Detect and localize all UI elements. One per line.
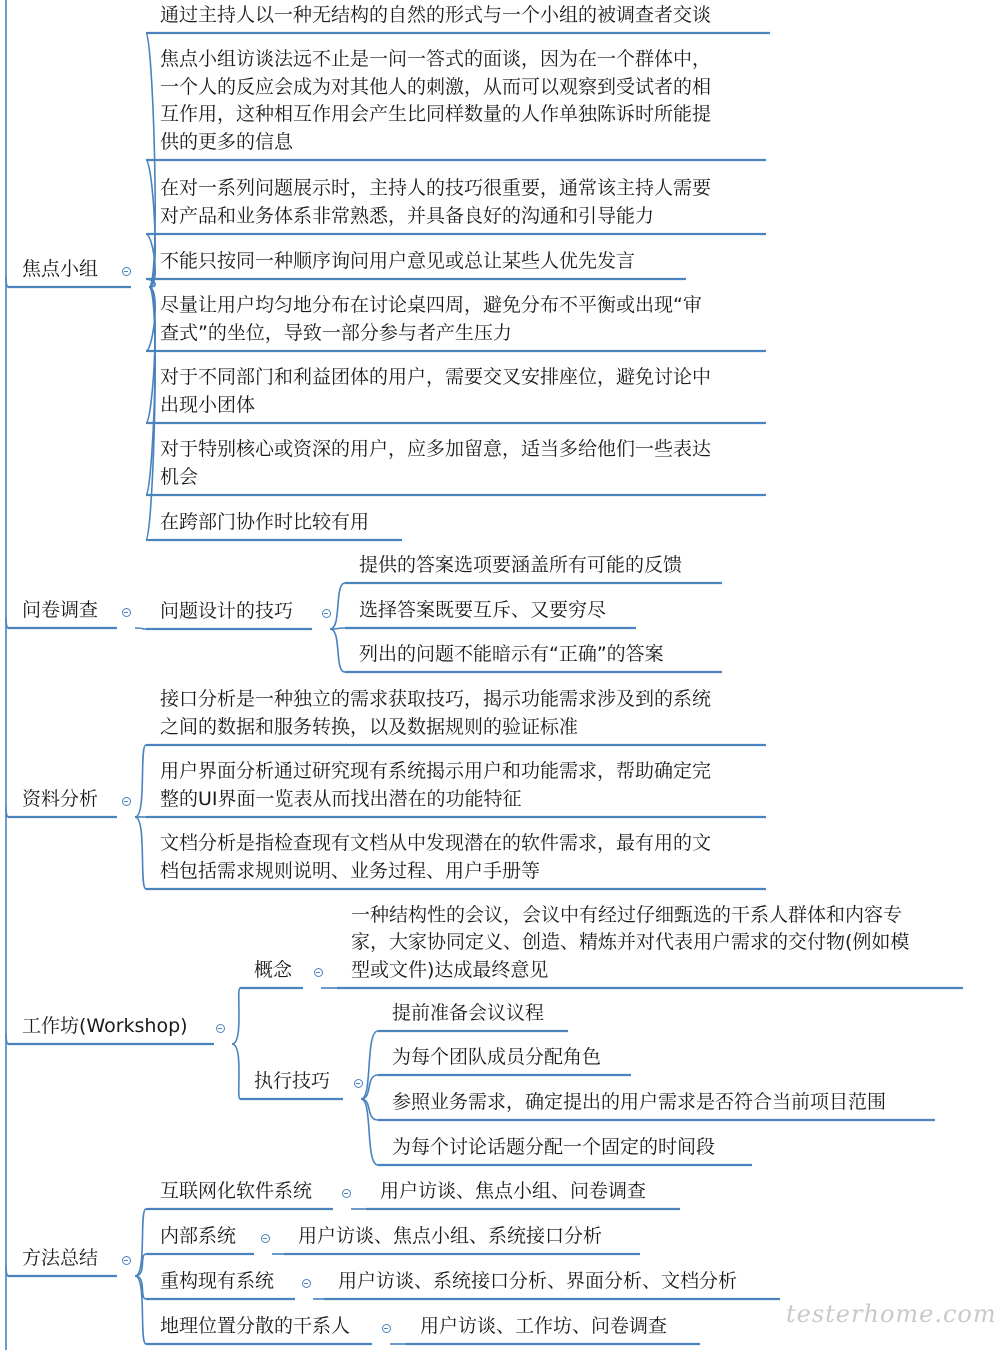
- node-text-line: 内部系统: [160, 1224, 237, 1247]
- topic-1-0[interactable]: [160, 598, 293, 626]
- node-text-line: 在跨部门协作时比较有用: [160, 510, 370, 533]
- node-text-line: 方法总结: [22, 1246, 99, 1269]
- collapse-toggle-icon[interactable]: [261, 1234, 270, 1243]
- node-text-line: 为每个讨论话题分配一个固定的时间段: [392, 1135, 716, 1158]
- branch-0[interactable]: [22, 256, 98, 284]
- branch-2[interactable]: [22, 786, 98, 814]
- branch-4[interactable]: [22, 1245, 98, 1273]
- topic-3-1[interactable]: [254, 1068, 330, 1096]
- subtopic-3-1-0[interactable]: [392, 1000, 544, 1028]
- node-text-line: 文档分析是指检查现有文档从中发现潜在的软件需求，最有用的文: [160, 832, 712, 854]
- topic-0-3[interactable]: [160, 248, 635, 276]
- subtopic-4-3-0[interactable]: [420, 1313, 667, 1341]
- node-text-line: 不能只按同一种顺序询问用户意见或总让某些人优先发言: [160, 249, 636, 272]
- topic-0-2[interactable]: [160, 175, 711, 230]
- subtopic-3-1-1[interactable]: [392, 1044, 601, 1072]
- subtopic-3-0-0[interactable]: [351, 902, 909, 985]
- branch-1[interactable]: [22, 597, 98, 625]
- node-text-line: 执行技巧: [254, 1069, 331, 1092]
- collapse-toggle-icon[interactable]: [382, 1324, 391, 1333]
- node-text-line: 用户访谈、焦点小组、系统接口分析: [298, 1224, 603, 1247]
- node-text-line: 用户访谈、系统接口分析、界面分析、文档分析: [338, 1269, 738, 1292]
- node-text-line: 为每个团队成员分配角色: [392, 1045, 602, 1068]
- node-text-line: 提供的答案选项要涵盖所有可能的反馈: [359, 553, 683, 576]
- collapse-toggle-icon[interactable]: [342, 1189, 351, 1198]
- node-text-line: 列出的问题不能暗示有“正确”的答案: [359, 642, 664, 665]
- node-text-line: 提前准备会议议程: [392, 1001, 545, 1024]
- node-text-line: 参照业务需求，确定提出的用户需求是否符合当前项目范围: [392, 1090, 887, 1113]
- watermark: testerhome.com: [786, 1300, 997, 1328]
- topic-4-0[interactable]: [160, 1178, 312, 1206]
- node-text-line: 重构现有系统: [160, 1269, 275, 1292]
- node-text-line: 问题设计的技巧: [160, 599, 294, 622]
- subtopic-1-0-2[interactable]: [359, 641, 664, 669]
- topic-0-0[interactable]: [160, 2, 711, 30]
- node-text-line: 对于不同部门和利益团体的用户，需要交叉安排座位，避免讨论中: [160, 366, 712, 388]
- node-text-line: 一种结构性的会议，会议中有经过仔细甄选的干系人群体和内容专: [351, 903, 903, 926]
- subtopic-3-1-3[interactable]: [392, 1134, 715, 1162]
- topic-2-0[interactable]: [160, 686, 711, 741]
- node-text-line: 对于特别核心或资深的用户，应多加留意，适当多给他们一些表达: [160, 438, 712, 460]
- topic-0-4[interactable]: [160, 292, 702, 347]
- node-text-line: 概念: [254, 958, 293, 981]
- topic-2-1[interactable]: [160, 758, 711, 813]
- branch-3[interactable]: [22, 1013, 188, 1041]
- topic-4-2[interactable]: [160, 1268, 274, 1296]
- node-text-line: 地理位置分散的干系人: [160, 1314, 351, 1337]
- subtopic-4-0-0[interactable]: [380, 1178, 646, 1206]
- topic-4-1[interactable]: [160, 1223, 236, 1251]
- subtopic-3-1-2[interactable]: [392, 1089, 886, 1117]
- subtopic-1-0-1[interactable]: [359, 597, 606, 625]
- collapse-toggle-icon[interactable]: [314, 968, 323, 977]
- topic-0-6[interactable]: [160, 436, 711, 491]
- collapse-toggle-icon[interactable]: [216, 1024, 225, 1033]
- node-text-line: 出现小团体: [160, 393, 256, 416]
- node-text-line: 问卷调查: [22, 598, 99, 621]
- node-text-line: 选择答案既要互斥、又要穷尽: [359, 598, 607, 621]
- subtopic-1-0-0[interactable]: [359, 552, 682, 580]
- subtopic-4-2-0[interactable]: [338, 1268, 737, 1296]
- node-text-line: 查式”的坐位，导致一部分参与者产生压力: [160, 321, 512, 344]
- node-text-line: 焦点小组访谈法远不止是一问一答式的面谈，因为在一个群体中，: [160, 48, 712, 70]
- node-text-line: 在对一系列问题展示时，主持人的技巧很重要，通常该主持人需要: [160, 177, 712, 199]
- node-text-line: 对产品和业务体系非常熟悉，并具备良好的沟通和引导能力: [160, 204, 655, 227]
- collapse-toggle-icon[interactable]: [322, 609, 331, 618]
- topic-2-2[interactable]: [160, 830, 711, 885]
- node-text-line: 用户访谈、焦点小组、问卷调查: [380, 1179, 647, 1202]
- collapse-toggle-icon[interactable]: [354, 1079, 363, 1088]
- node-text-line: 档包括需求规则说明、业务过程、用户手册等: [160, 859, 541, 882]
- node-text-line: 之间的数据和服务转换，以及数据规则的验证标准: [160, 715, 579, 738]
- node-text-line: 用户界面分析通过研究现有系统揭示用户和功能需求，帮助确定完: [160, 760, 712, 782]
- topic-0-5[interactable]: [160, 364, 711, 419]
- node-text-line: 接口分析是一种独立的需求获取技巧，揭示功能需求涉及到的系统: [160, 688, 712, 710]
- node-text-line: 整的UI界面一览表从而找出潜在的功能特征: [160, 787, 522, 810]
- topic-0-7[interactable]: [160, 509, 369, 537]
- node-text-line: 互作用，这种相互作用会产生比同样数量的人作单独陈诉时所能提: [160, 103, 712, 125]
- collapse-toggle-icon[interactable]: [122, 797, 131, 806]
- node-text-line: 型或文件)达成最终意见: [351, 958, 549, 981]
- node-text-line: 一个人的反应会成为对其他人的刺激，从而可以观察到受试者的相: [160, 75, 712, 98]
- collapse-toggle-icon[interactable]: [122, 1256, 131, 1265]
- topic-0-1[interactable]: [160, 46, 711, 156]
- node-text-line: 家，大家协同定义、创造、精炼并对代表用户需求的交付物(例如模: [351, 931, 910, 953]
- topic-3-0[interactable]: [254, 957, 292, 985]
- subtopic-4-1-0[interactable]: [298, 1223, 602, 1251]
- collapse-toggle-icon[interactable]: [302, 1279, 311, 1288]
- node-text-line: 供的更多的信息: [160, 130, 294, 153]
- node-text-line: 焦点小组: [22, 257, 99, 280]
- node-text-line: 机会: [160, 465, 199, 488]
- node-text-line: 互联网化软件系统: [160, 1179, 313, 1202]
- collapse-toggle-icon[interactable]: [122, 267, 131, 276]
- node-text-line: 尽量让用户均匀地分布在讨论桌四周，避免分布不平衡或出现“审: [160, 294, 702, 316]
- collapse-toggle-icon[interactable]: [122, 608, 131, 617]
- node-text-line: 资料分析: [22, 787, 99, 810]
- topic-4-3[interactable]: [160, 1313, 350, 1341]
- node-text-line: 用户访谈、工作坊、问卷调查: [420, 1314, 668, 1337]
- node-text-line: 通过主持人以一种无结构的自然的形式与一个小组的被调查者交谈: [160, 3, 712, 26]
- node-text-line: 工作坊(Workshop): [22, 1014, 188, 1037]
